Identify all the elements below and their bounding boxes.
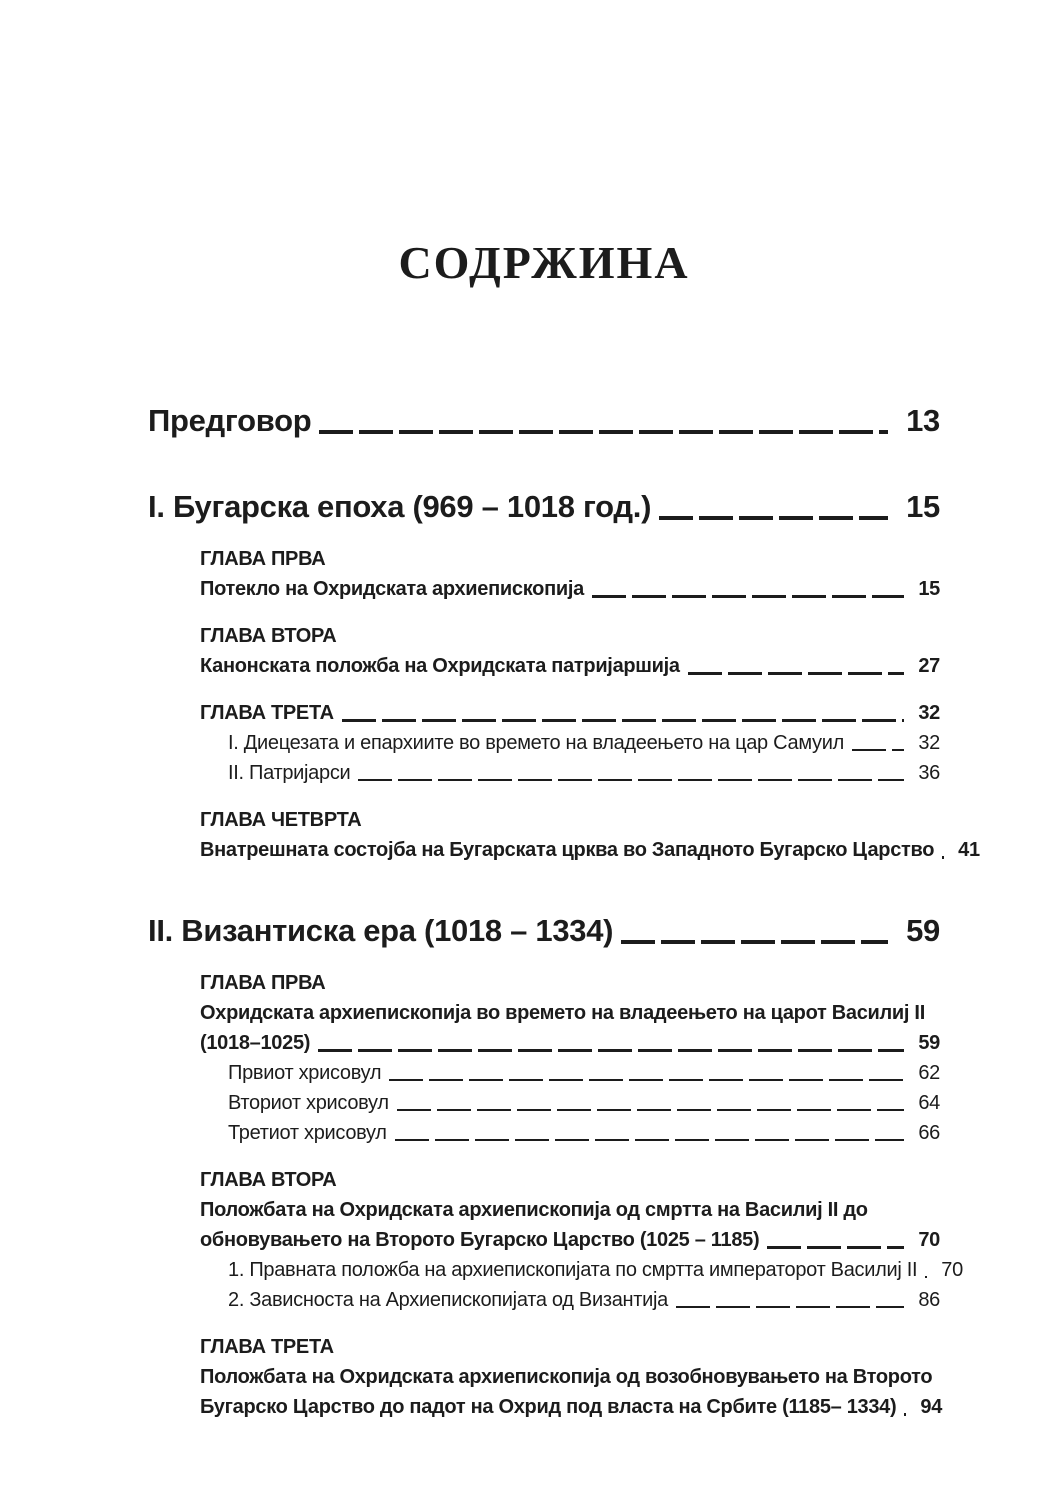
toc-entry-label: Бугарско Царство до падот на Охрид под власта на Србите (1185– 1334) bbox=[200, 1396, 897, 1419]
leader-line bbox=[584, 574, 918, 604]
toc-entry bbox=[148, 487, 940, 527]
toc-page-number: 94 bbox=[920, 1396, 943, 1419]
toc-entry-label: Канонската положба на Охридската патријаршија bbox=[200, 655, 680, 678]
toc-entry bbox=[200, 544, 940, 574]
toc-entry bbox=[200, 1362, 940, 1392]
page-title: СОДРЖИНА bbox=[398, 237, 690, 288]
leader-line bbox=[381, 1058, 918, 1088]
toc-page-number: 15 bbox=[906, 488, 940, 524]
toc-page-number: 27 bbox=[918, 655, 940, 678]
leader-line bbox=[613, 911, 906, 951]
toc-entry bbox=[200, 968, 940, 998]
toc-page-number: 32 bbox=[918, 702, 940, 725]
toc-entry bbox=[200, 1332, 940, 1362]
leader-line bbox=[896, 1392, 920, 1422]
toc-entry bbox=[228, 728, 940, 758]
toc-entry-label: ГЛАВА ЧЕТВРТА bbox=[200, 809, 362, 832]
toc-entry-label: обновувањето на Второто Бугарско Царство (1025 – 1185) bbox=[200, 1229, 760, 1252]
leader-line bbox=[310, 1028, 918, 1058]
toc-page-number: 59 bbox=[906, 913, 940, 949]
toc-page-number: 66 bbox=[918, 1122, 940, 1145]
toc-entry bbox=[200, 835, 980, 865]
toc-entry-label: Внатрешната состојба на Бугарската црква во Западното Бугарско Царство bbox=[200, 839, 935, 862]
toc-entry bbox=[200, 1225, 940, 1255]
toc-entry bbox=[228, 758, 940, 788]
toc-entry bbox=[200, 998, 940, 1028]
toc-entry bbox=[228, 1118, 940, 1148]
toc-entry bbox=[200, 1392, 943, 1422]
leader-line bbox=[334, 698, 919, 728]
toc-entry-label: Третиот хрисовул bbox=[228, 1122, 387, 1145]
toc-entry-label: I. Диецезата и епархиите во времето на владеењето на цар Самуил bbox=[228, 732, 844, 755]
toc-entry-label: ГЛАВА ВТОРА bbox=[200, 625, 337, 648]
toc-entry bbox=[200, 621, 940, 651]
toc-entry-label: ГЛАВА ПРВА bbox=[200, 972, 326, 995]
toc-entry-label: ГЛАВА ТРЕТА bbox=[200, 1336, 334, 1359]
toc-entry-label: Првиот хрисовул bbox=[228, 1062, 382, 1085]
toc-entry bbox=[148, 911, 940, 951]
toc-entry bbox=[228, 1058, 940, 1088]
toc-page-number: 70 bbox=[941, 1259, 963, 1282]
toc-entry-label: ГЛАВА ПРВА bbox=[200, 548, 326, 571]
toc-entry-label: (1018–1025) bbox=[200, 1032, 311, 1055]
toc-page-number: 64 bbox=[918, 1092, 940, 1115]
toc-entry bbox=[200, 1195, 940, 1225]
toc-page-number: 86 bbox=[918, 1289, 940, 1312]
leader-line bbox=[917, 1255, 941, 1285]
toc-entry bbox=[200, 805, 940, 835]
toc-entry-label: Предговор bbox=[148, 402, 312, 438]
toc-entry bbox=[200, 698, 940, 728]
toc-entry-label: I. Бугарска епоха (969 – 1018 год.) bbox=[148, 488, 652, 524]
toc-entry-label: II. Патријарси bbox=[228, 762, 351, 785]
toc-entry bbox=[148, 401, 940, 441]
leader-line bbox=[844, 728, 918, 758]
toc-page-number: 70 bbox=[918, 1229, 940, 1252]
leader-line bbox=[651, 487, 906, 527]
toc-page-number: 13 bbox=[906, 402, 940, 438]
toc-entry-label: ГЛАВА ТРЕТА bbox=[200, 702, 334, 725]
toc-entry bbox=[228, 1255, 963, 1285]
toc-entry bbox=[200, 651, 940, 681]
toc-page-number: 62 bbox=[918, 1062, 940, 1085]
toc-entry bbox=[228, 1088, 940, 1118]
leader-line bbox=[759, 1225, 918, 1255]
toc-entry bbox=[200, 1028, 940, 1058]
toc-entry-label: 1. Правната положба на архиепископијата по смртта императорот Василиј II bbox=[228, 1259, 918, 1282]
leader-line bbox=[311, 401, 906, 441]
toc-entry bbox=[200, 1165, 940, 1195]
toc-entry-label: Положбата на Охридската архиепископија од смртта на Василиј II до bbox=[200, 1199, 868, 1222]
toc-page-number: 36 bbox=[918, 762, 940, 785]
leader-line bbox=[389, 1088, 919, 1118]
leader-line bbox=[934, 835, 958, 865]
toc-entry-label: Охридската архиепископија во времето на владеењето на царот Василиј II bbox=[200, 1002, 925, 1025]
toc-entry-label: Положбата на Охридската архиепископија од возобновувањето на Второто bbox=[200, 1366, 933, 1389]
leader-line bbox=[668, 1285, 918, 1315]
toc-page-number: 15 bbox=[918, 578, 940, 601]
leader-line bbox=[387, 1118, 919, 1148]
toc-entry-label: II. Византиска ера (1018 – 1334) bbox=[148, 913, 614, 949]
toc-page-number: 32 bbox=[918, 732, 940, 755]
toc-entry-label: Вториот хрисовул bbox=[228, 1092, 389, 1115]
toc-page-number: 41 bbox=[958, 839, 980, 862]
leader-line bbox=[350, 758, 918, 788]
leader-line bbox=[680, 651, 919, 681]
toc-entry bbox=[200, 574, 940, 604]
toc-entry bbox=[228, 1285, 940, 1315]
toc-entry-label: ГЛАВА ВТОРА bbox=[200, 1169, 337, 1192]
toc-entry-label: Потекло на Охридската архиепископија bbox=[200, 578, 584, 601]
toc-page-number: 59 bbox=[918, 1032, 940, 1055]
toc-entry-label: 2. Зависноста на Архиепископијата од Византија bbox=[228, 1289, 668, 1312]
